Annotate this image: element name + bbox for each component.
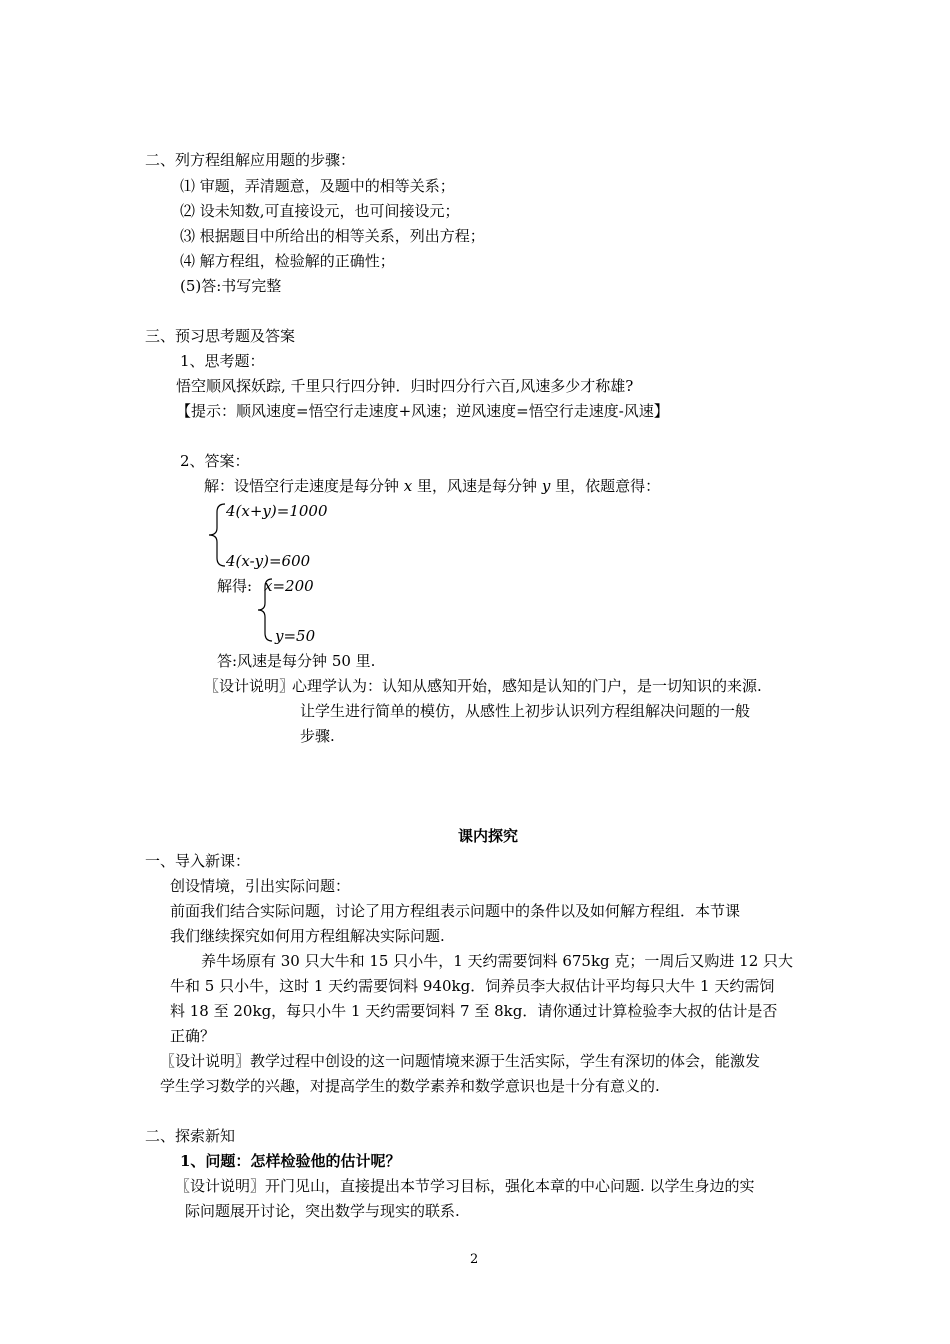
- part-heading: 二、探索新知: [145, 1127, 236, 1145]
- body-line: 我们继续探究如何用方程组解决实际问题.: [170, 927, 445, 945]
- answer-label: 2、答案：: [180, 452, 250, 470]
- question-label: 1、思考题：: [180, 352, 265, 370]
- result-2: y=50: [275, 627, 316, 645]
- section-title: 课内探究: [458, 827, 519, 845]
- page-number: 2: [470, 1252, 479, 1267]
- design-note-line: 际问题展开讨论，突出数学与现实的联系.: [185, 1202, 460, 1220]
- design-note-line: 〖设计说明〗开门见山，直接提出本节学习目标，强化本章的中心问题. 以学生身边的实: [175, 1177, 755, 1195]
- design-note-label: 〖设计说明〗: [204, 677, 295, 695]
- step-item: ⑴ 审题，弄清题意，及题中的相等关系；: [180, 177, 455, 195]
- hint-text: 【提示：顺风速度=悟空行走速度+风速；逆风速度=悟空行走速度-风速】: [176, 402, 669, 420]
- equation-2: 4(x-y)=600: [226, 552, 311, 570]
- body-line: 前面我们结合实际问题，讨论了用方程组表示问题中的条件以及如何解方程组．本节课: [170, 902, 741, 920]
- problem-line: 牛和 5 只小牛，这时 1 天约需要饲料 940kg．饲养员李大叔估计平均每只大牛 1 天约需饲: [170, 977, 775, 995]
- problem-line: 养牛场原有 30 只大牛和 15 只小牛，1 天约需要饲料 675kg 克；一周后又购进 12 只大: [201, 952, 794, 970]
- step-item: ⑷ 解方程组，检验解的正确性；: [180, 252, 395, 270]
- answer-text: 答:风速是每分钟 50 里.: [217, 652, 376, 670]
- step-item: (5)答:书写完整: [180, 277, 282, 295]
- intro-text: 创设情境，引出实际问题：: [170, 877, 351, 895]
- question-heading: 1、问题：怎样检验他的估计呢？: [180, 1152, 401, 1170]
- result-label: 解得:: [217, 577, 253, 595]
- design-note-line: 步骤.: [300, 727, 335, 745]
- step-item: ⑵ 设未知数,可直接设元，也可间接设元；: [180, 202, 460, 220]
- section-heading: 三、预习思考题及答案: [145, 327, 296, 345]
- question-text: 悟空顺风探妖踪, 千里只行四分钟．归时四分行六百,风速多少才称雄?: [176, 377, 634, 395]
- problem-line: 料 18 至 20kg，每只小牛 1 天约需要饲料 7 至 8kg．请你通过计算检验李大叔的估计是否: [170, 1002, 778, 1020]
- solution-line: 解：设悟空行走速度是每分钟 x 里，风速是每分钟 y 里，依题意得：: [204, 477, 661, 495]
- design-note-line: 让学生进行简单的模仿，从感性上初步认识列方程组解决问题的一般: [300, 702, 751, 720]
- design-note-line: 〖设计说明〗教学过程中创设的这一问题情境来源于生活实际，学生有深切的体会，能激发: [160, 1052, 761, 1070]
- equation-1: 4(x+y)=1000: [226, 502, 328, 520]
- problem-line: 正确？: [170, 1027, 216, 1045]
- design-note-line: 学生学习数学的兴趣，对提高学生的数学素养和数学意识也是十分有意义的.: [160, 1077, 660, 1095]
- step-item: ⑶ 根据题目中所给出的相等关系，列出方程；: [180, 227, 485, 245]
- part-heading: 一、导入新课：: [145, 852, 251, 870]
- design-note-line: 心理学认为：认知从感知开始，感知是认知的门户，是一切知识的来源.: [292, 677, 762, 695]
- result-1: x=200: [264, 577, 314, 595]
- section-heading: 二、列方程组解应用题的步骤：: [145, 151, 356, 169]
